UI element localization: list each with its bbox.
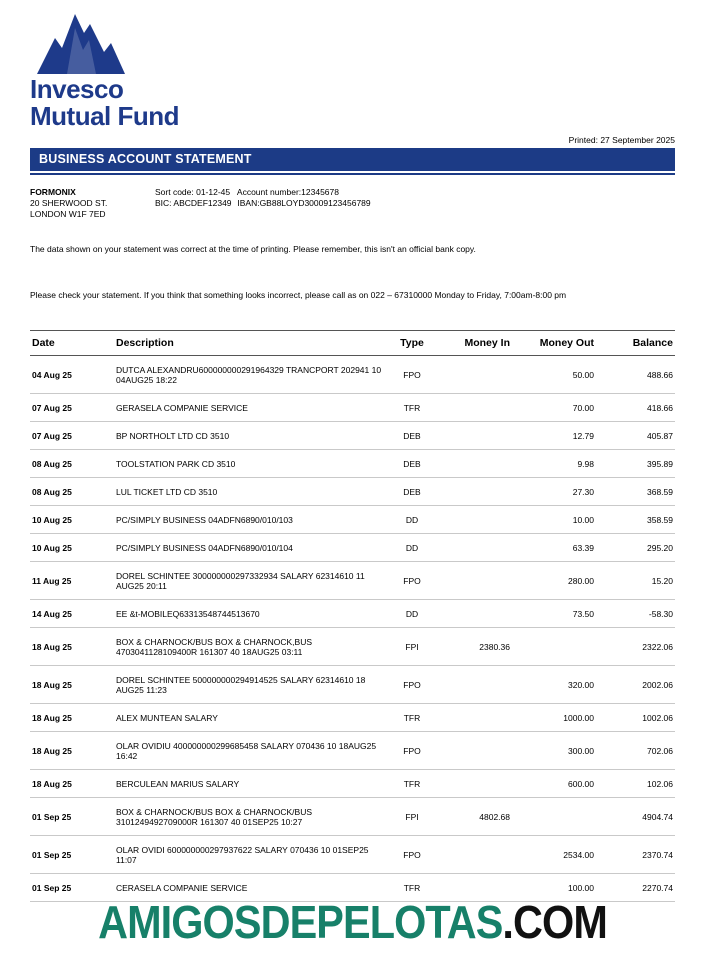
title-underline xyxy=(30,173,675,175)
cell-money-out: 320.00 xyxy=(512,666,596,704)
cell-balance: 488.66 xyxy=(596,356,675,394)
account-number: Account number:12345678 xyxy=(236,187,339,198)
cell-money-out: 9.98 xyxy=(512,450,596,478)
cell-type: FPO xyxy=(384,732,440,770)
transaction-row xyxy=(30,506,675,534)
transactions-header xyxy=(30,331,675,356)
transaction-row xyxy=(30,422,675,450)
cell-description: DOREL SCHINTEE 300000000297332934 SALARY 62314610 11 AUG25 20:11 xyxy=(114,562,384,600)
cell-money-in: 2380.36 xyxy=(440,628,512,666)
cell-date: 04 Aug 25 xyxy=(30,356,114,394)
printed-date: Printed: 27 September 2025 xyxy=(568,135,675,146)
cell-description: OLAR OVIDI 600000000297937622 SALARY 070436 10 01SEP25 11:07 xyxy=(114,836,384,874)
cell-money-in xyxy=(440,534,512,562)
cell-money-out: 70.00 xyxy=(512,394,596,422)
cell-description: BERCULEAN MARIUS SALARY xyxy=(114,770,384,798)
watermark-main: AMIGOSDEPELOTAS xyxy=(98,896,503,948)
cell-type: FPO xyxy=(384,666,440,704)
cell-money-in xyxy=(440,836,512,874)
cell-type: DD xyxy=(384,534,440,562)
cell-description: BOX & CHARNOCK/BUS BOX & CHARNOCK,BUS 4703041128109400R 161307 40 18AUG25 03:11 xyxy=(114,628,384,666)
cell-type: TFR xyxy=(384,874,440,902)
cell-type: DD xyxy=(384,600,440,628)
transaction-row xyxy=(30,562,675,600)
cell-balance: 295.20 xyxy=(596,534,675,562)
cell-money-in: 4802.68 xyxy=(440,798,512,836)
account-address xyxy=(30,187,155,220)
cell-description: OLAR OVIDIU 400000000299685458 SALARY 070436 10 18AUG25 16:42 xyxy=(114,732,384,770)
cell-type: TFR xyxy=(384,704,440,732)
cell-money-out: 73.50 xyxy=(512,600,596,628)
cell-date: 18 Aug 25 xyxy=(30,666,114,704)
cell-money-out: 12.79 xyxy=(512,422,596,450)
transaction-row xyxy=(30,628,675,666)
cell-type: FPI xyxy=(384,628,440,666)
cell-money-in xyxy=(440,356,512,394)
cell-money-out xyxy=(512,628,596,666)
cell-description: BOX & CHARNOCK/BUS BOX & CHARNOCK/BUS 3101249492709000R 161307 40 01SEP25 10:27 xyxy=(114,798,384,836)
cell-money-in xyxy=(440,770,512,798)
cell-date: 01 Sep 25 xyxy=(30,836,114,874)
cell-money-out: 100.00 xyxy=(512,874,596,902)
cell-type: DD xyxy=(384,506,440,534)
col-header-money-out: Money Out xyxy=(512,331,596,356)
cell-date: 18 Aug 25 xyxy=(30,732,114,770)
transaction-row xyxy=(30,450,675,478)
transaction-row xyxy=(30,600,675,628)
cell-type: TFR xyxy=(384,394,440,422)
logo-text xyxy=(30,76,675,129)
account-numbers xyxy=(155,187,371,220)
transaction-row xyxy=(30,704,675,732)
cell-money-out: 50.00 xyxy=(512,356,596,394)
cell-balance: 395.89 xyxy=(596,450,675,478)
cell-description: GERASELA COMPANIE SERVICE xyxy=(114,394,384,422)
bic: BIC: ABCDEF12349 xyxy=(155,198,232,209)
cell-description: PC/SIMPLY BUSINESS 04ADFN6890/010/104 xyxy=(114,534,384,562)
cell-date: 14 Aug 25 xyxy=(30,600,114,628)
cell-money-out xyxy=(512,798,596,836)
cell-money-out: 27.30 xyxy=(512,478,596,506)
cell-description: TOOLSTATION PARK CD 3510 xyxy=(114,450,384,478)
sort-code: Sort code: 01-12-45 xyxy=(155,187,231,198)
cell-date: 08 Aug 25 xyxy=(30,478,114,506)
cell-balance: 102.06 xyxy=(596,770,675,798)
cell-date: 18 Aug 25 xyxy=(30,704,114,732)
cell-date: 01 Sep 25 xyxy=(30,798,114,836)
cell-balance: 358.59 xyxy=(596,506,675,534)
cell-money-in xyxy=(440,732,512,770)
cell-description: DOREL SCHINTEE 500000000294914525 SALARY 62314610 18 AUG25 11:23 xyxy=(114,666,384,704)
cell-date: 10 Aug 25 xyxy=(30,506,114,534)
cell-description: EE &t-MOBILEQ63313548744513670 xyxy=(114,600,384,628)
watermark-suffix: .COM xyxy=(502,896,607,948)
cell-description: CERASELA COMPANIE SERVICE xyxy=(114,874,384,902)
cell-money-in xyxy=(440,704,512,732)
cell-date: 08 Aug 25 xyxy=(30,450,114,478)
cell-type: DEB xyxy=(384,450,440,478)
invesco-logo xyxy=(30,0,675,129)
cell-balance: 1002.06 xyxy=(596,704,675,732)
account-details xyxy=(30,187,675,220)
check-statement-notice: Please check your statement. If you think that something looks incorrect, please call as on 022 – 67310000 Monday to Friday, 7:00am-8:00 pm xyxy=(30,290,567,301)
col-header-money-in: Money In xyxy=(440,331,512,356)
account-holder-name: FORMONIX xyxy=(30,187,76,198)
statement-title-bar xyxy=(30,148,675,171)
account-address-line1: 20 SHERWOOD ST. xyxy=(30,198,108,209)
cell-date: 11 Aug 25 xyxy=(30,562,114,600)
cell-type: DEB xyxy=(384,478,440,506)
transaction-row xyxy=(30,534,675,562)
cell-money-in xyxy=(440,422,512,450)
cell-money-out: 63.39 xyxy=(512,534,596,562)
transaction-row xyxy=(30,356,675,394)
watermark xyxy=(35,895,670,949)
transaction-row xyxy=(30,666,675,704)
cell-description: ALEX MUNTEAN SALARY xyxy=(114,704,384,732)
cell-money-out: 1000.00 xyxy=(512,704,596,732)
cell-description: DUTCA ALEXANDRU600000000291964329 TRANCPORT 202941 10 04AUG25 18:22 xyxy=(114,356,384,394)
cell-money-in xyxy=(440,600,512,628)
transactions-body xyxy=(30,356,675,902)
cell-money-out: 2534.00 xyxy=(512,836,596,874)
cell-balance: 2270.74 xyxy=(596,874,675,902)
transaction-row xyxy=(30,836,675,874)
cell-money-in xyxy=(440,562,512,600)
cell-balance: 418.66 xyxy=(596,394,675,422)
cell-balance: 4904.74 xyxy=(596,798,675,836)
cell-date: 18 Aug 25 xyxy=(30,628,114,666)
cell-type: FPO xyxy=(384,836,440,874)
cell-balance: -58.30 xyxy=(596,600,675,628)
cell-type: FPI xyxy=(384,798,440,836)
cell-money-in xyxy=(440,666,512,704)
transaction-row xyxy=(30,770,675,798)
cell-date: 18 Aug 25 xyxy=(30,770,114,798)
cell-description: PC/SIMPLY BUSINESS 04ADFN6890/010/103 xyxy=(114,506,384,534)
transaction-row xyxy=(30,798,675,836)
mountain-logo-icon xyxy=(34,10,128,76)
account-address-line2: LONDON W1F 7ED xyxy=(30,209,106,220)
col-header-description: Description xyxy=(114,331,384,356)
cell-money-out: 280.00 xyxy=(512,562,596,600)
header-row xyxy=(30,331,675,356)
iban: IBAN:GB88LOYD30009123456789 xyxy=(237,198,371,209)
cell-date: 01 Sep 25 xyxy=(30,874,114,902)
cell-date: 07 Aug 25 xyxy=(30,422,114,450)
logo-line-2: Mutual Fund xyxy=(30,100,180,131)
cell-balance: 2002.06 xyxy=(596,666,675,704)
cell-type: FPO xyxy=(384,356,440,394)
page-title: BUSINESS ACCOUNT STATEMENT xyxy=(39,152,252,167)
cell-money-in xyxy=(440,394,512,422)
cell-balance: 15.20 xyxy=(596,562,675,600)
cell-balance: 702.06 xyxy=(596,732,675,770)
cell-balance: 368.59 xyxy=(596,478,675,506)
col-header-balance: Balance xyxy=(596,331,675,356)
col-header-type: Type xyxy=(384,331,440,356)
logo-line-1: Invesco xyxy=(30,74,124,104)
data-correct-notice: The data shown on your statement was correct at the time of printing. Please remember, this isn't an official bank copy. xyxy=(30,244,476,255)
cell-money-out: 300.00 xyxy=(512,732,596,770)
cell-money-out: 600.00 xyxy=(512,770,596,798)
cell-money-out: 10.00 xyxy=(512,506,596,534)
transactions-table xyxy=(30,330,675,902)
cell-description: LUL TICKET LTD CD 3510 xyxy=(114,478,384,506)
transaction-row xyxy=(30,394,675,422)
cell-type: DEB xyxy=(384,422,440,450)
cell-date: 10 Aug 25 xyxy=(30,534,114,562)
cell-balance: 405.87 xyxy=(596,422,675,450)
transaction-row xyxy=(30,478,675,506)
cell-money-in xyxy=(440,450,512,478)
cell-money-in xyxy=(440,506,512,534)
cell-money-in xyxy=(440,478,512,506)
cell-type: FPO xyxy=(384,562,440,600)
transaction-row xyxy=(30,732,675,770)
cell-balance: 2322.06 xyxy=(596,628,675,666)
col-header-date: Date xyxy=(30,331,114,356)
cell-balance: 2370.74 xyxy=(596,836,675,874)
cell-description: BP NORTHOLT LTD CD 3510 xyxy=(114,422,384,450)
cell-date: 07 Aug 25 xyxy=(30,394,114,422)
cell-type: TFR xyxy=(384,770,440,798)
